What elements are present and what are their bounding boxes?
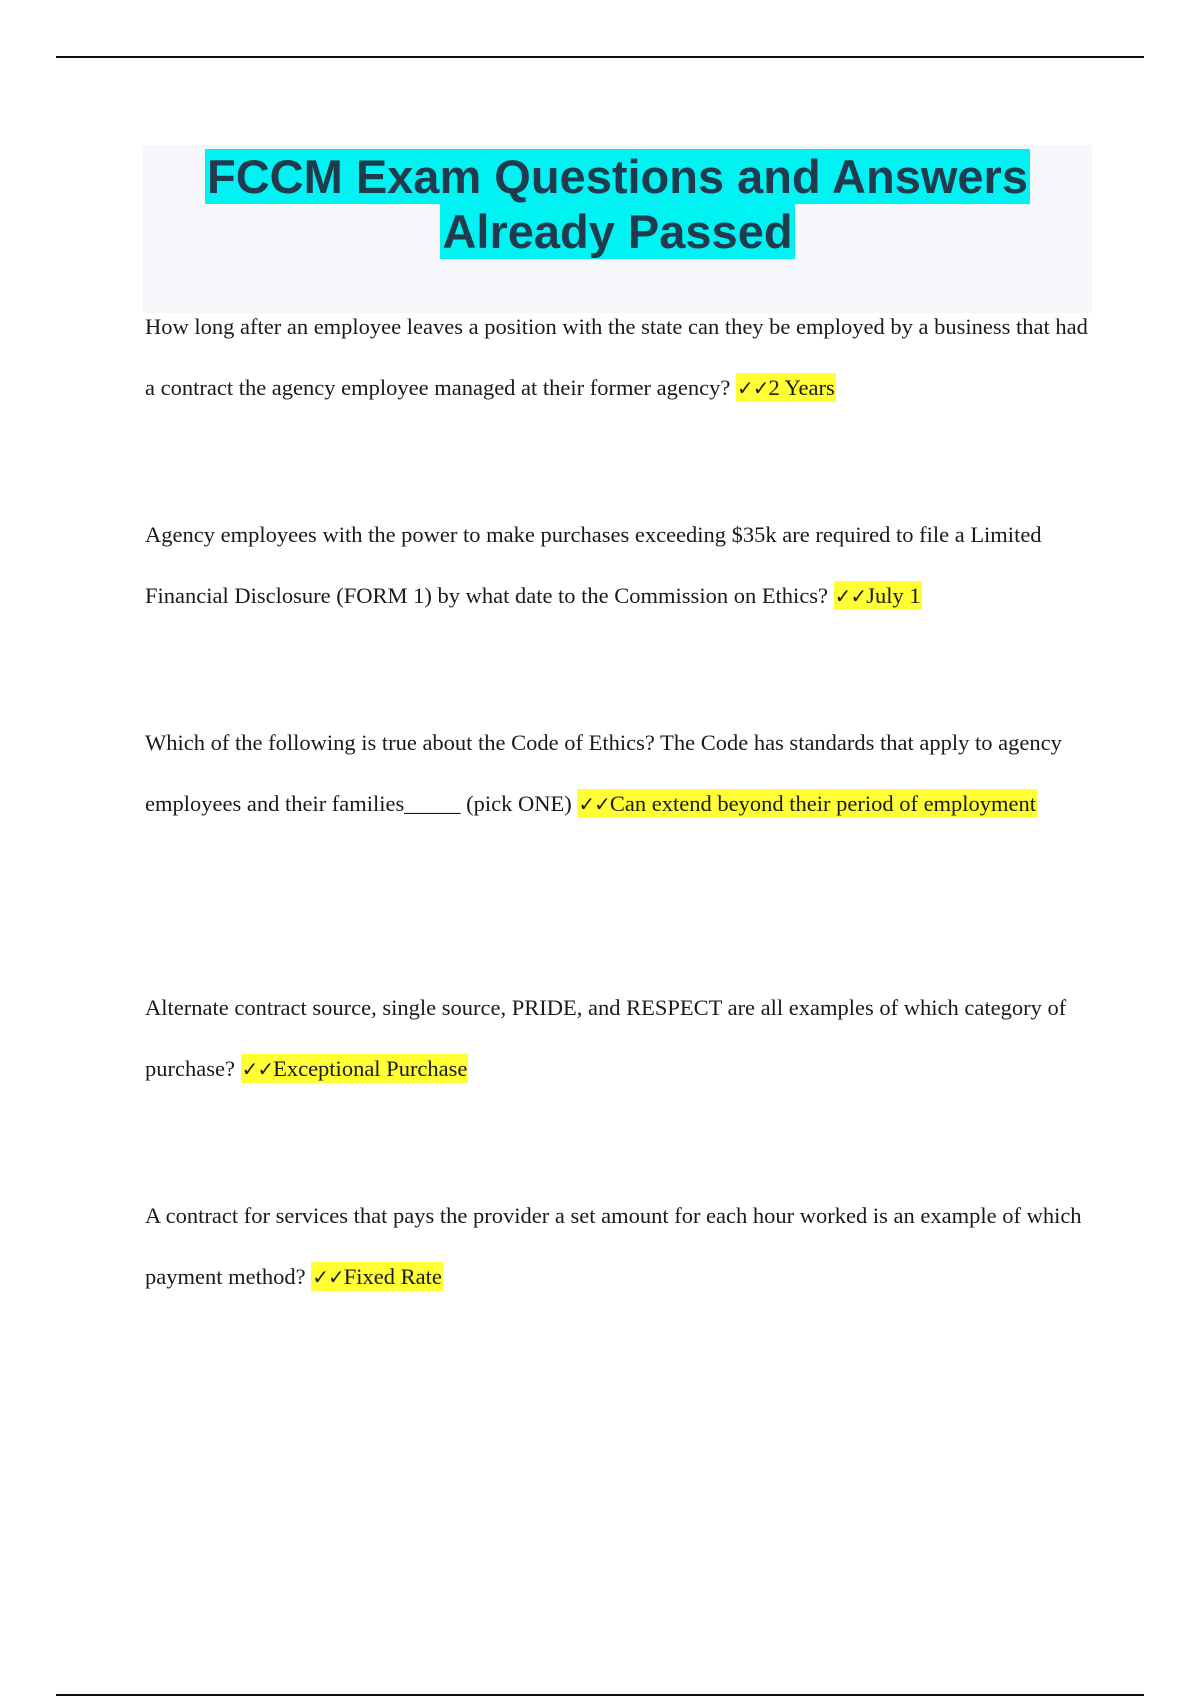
qa-item-4 xyxy=(145,977,1090,1100)
answer-text: Fixed Rate xyxy=(343,1264,442,1289)
qa-item-1 xyxy=(145,296,1090,419)
check-mark-icon: ✓✓ xyxy=(834,584,867,608)
answer-highlight xyxy=(311,1262,443,1291)
header-rule xyxy=(56,56,1144,58)
question-text: How long after an employee leaves a position with the state can they be employed by a business that had a contract the agency employee managed at their former agency? xyxy=(145,314,1088,400)
qa-item-2 xyxy=(145,504,1090,627)
answer-highlight xyxy=(736,373,836,402)
question-text: Which of the following is true about the Code of Ethics? The Code has standards that apply to agency employees and their families_____ (pick ONE) xyxy=(145,730,1062,816)
answer-highlight xyxy=(241,1054,469,1083)
answer-text: Exceptional Purchase xyxy=(273,1056,468,1081)
check-mark-icon: ✓✓ xyxy=(241,1057,274,1081)
answer-text: July 1 xyxy=(866,583,921,608)
question-text: A contract for services that pays the provider a set amount for each hour worked is an example of which payment method? xyxy=(145,1203,1082,1289)
document-title-line-1: FCCM Exam Questions and Answers xyxy=(207,150,1028,203)
answer-text: Can extend beyond their period of employment xyxy=(609,791,1037,816)
check-mark-icon: ✓✓ xyxy=(578,792,610,816)
check-mark-icon: ✓✓ xyxy=(736,376,769,400)
answer-highlight xyxy=(577,789,1037,818)
title-block xyxy=(143,145,1092,313)
answer-text: 2 Years xyxy=(768,375,835,400)
answer-highlight xyxy=(834,581,922,610)
qa-item-3 xyxy=(145,712,1090,835)
footer-rule xyxy=(56,1694,1144,1696)
qa-item-5 xyxy=(145,1185,1090,1308)
document-title-line-2: Already Passed xyxy=(442,205,793,258)
check-mark-icon: ✓✓ xyxy=(312,1265,344,1289)
question-text: Agency employees with the power to make purchases exceeding $35k are required to file a Limited Financial Disclosure (FORM 1) by what date to the Commission on Ethics? xyxy=(145,522,1042,608)
question-text: Alternate contract source, single source, PRIDE, and RESPECT are all examples of which category of purchase? xyxy=(145,995,1067,1081)
